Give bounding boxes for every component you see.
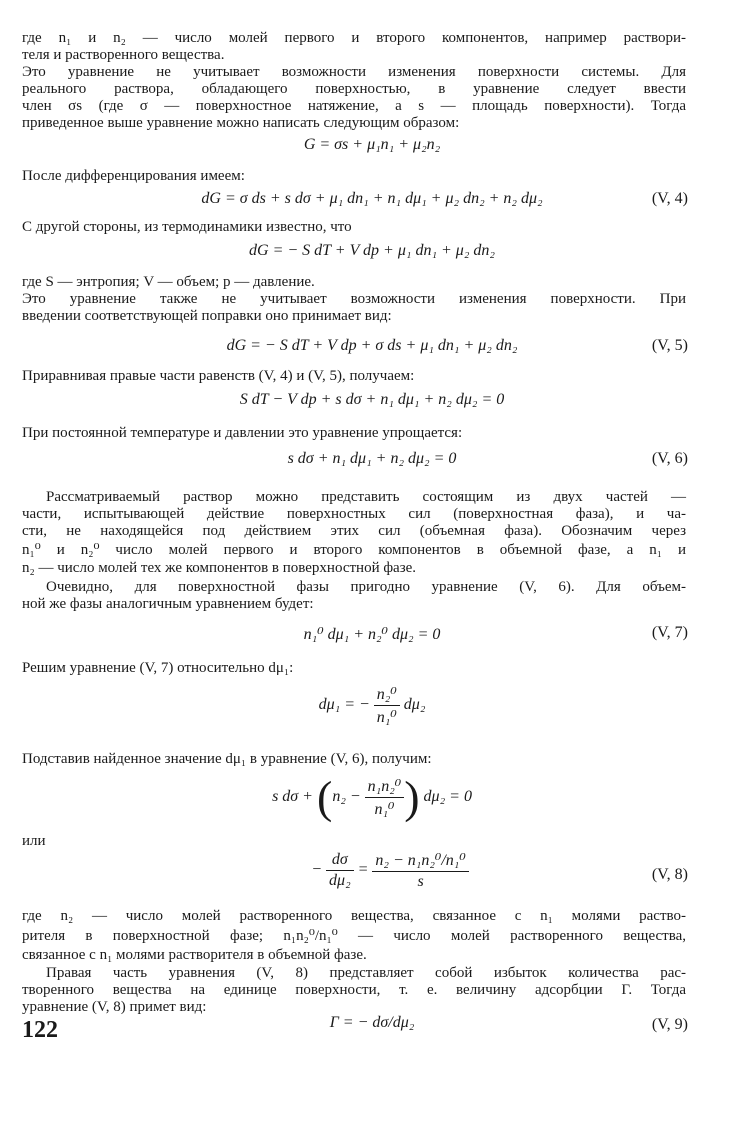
- text-line: связанное с n₁ молями растворителя в объемной фазе.: [22, 947, 367, 963]
- text-line: Очевидно, для поверхностной фазы пригодно уравнение (V, 6). Для объем-: [46, 579, 686, 595]
- equation: G = σs + μ₁n₁ + μ₂n₂: [303, 136, 441, 153]
- equation-part: =: [357, 861, 369, 879]
- fraction: [372, 850, 468, 891]
- equation: S dT − V dp + s dσ + n₁ dμ₁ + n₂ dμ₂ = 0: [239, 391, 505, 408]
- equation-v8: [160, 850, 620, 891]
- text-line: С другой стороны, из термодинамики известно, что: [22, 219, 352, 235]
- text-line: n₂ — число молей тех же компонентов в поверхностной фазе.: [22, 560, 417, 576]
- text-line: или: [22, 833, 46, 849]
- equation-v9: Г = − dσ/dμ₂: [329, 1014, 415, 1031]
- text-line: введении соответствующей поправки оно принимает вид:: [22, 308, 392, 324]
- text-line: уравнение (V, 8) примет вид:: [22, 999, 207, 1015]
- equation-part: −: [311, 861, 323, 879]
- text-line: реального раствора, обладающего поверхностью, в уравнение следует ввести: [22, 81, 686, 97]
- text-line: где n₂ — число молей растворенного вещества, связанное с n₁ молями раство-: [22, 908, 686, 924]
- text-line: теля и растворенного вещества.: [22, 47, 225, 63]
- text-line: где n₁ и n₂ — число молей первого и второго компонентов, например раствори-: [22, 30, 686, 46]
- numerator: n₂⁰: [376, 686, 397, 703]
- equation-v4: dG = σ ds + s dσ + μ₁ dn₁ + n₁ dμ₁ + μ₂ dn₂ + n₂ dμ₂: [201, 190, 543, 207]
- equation-number: (V, 5): [651, 337, 688, 354]
- equation-v7: n₁⁰ dμ₁ + n₂⁰ dμ₂ = 0: [303, 626, 441, 643]
- fraction: [326, 851, 354, 890]
- equation-part: n₂ −: [332, 788, 361, 806]
- equation-number: (V, 6): [651, 450, 688, 467]
- text-line: где S — энтропия; V — объем; p — давление.: [22, 274, 315, 290]
- fraction: [365, 776, 405, 819]
- text-line: Рассматриваемый раствор можно представить состоящим из двух частей —: [46, 489, 686, 505]
- text-line: сти, не находящейся под действием этих сил (объемная фаза). Обозначим через: [22, 523, 686, 539]
- text-line: творенного вещества на единице поверхности, т. е. величину адсорбции Г. Тогда: [22, 982, 686, 998]
- text-line: член σs (где σ — поверхностное натяжение, а s — площадь поверхности). Тогда: [22, 98, 686, 114]
- text-line: части, испытывающей действие поверхностных сил (поверхностная фаза), и ча-: [22, 506, 686, 522]
- right-paren: ): [404, 771, 420, 823]
- denominator: n₁⁰: [365, 797, 405, 819]
- equation-part: dμ₁ = −: [318, 696, 370, 714]
- text-line: рителя в поверхностной фазе; n₁n₂⁰/n₁⁰ — число молей растворенного вещества,: [22, 928, 686, 944]
- text-line: приведенное выше уравнение можно написать следующим образом:: [22, 115, 460, 131]
- text-line: Подставив найденное значение dμ₁ в уравнение (V, 6), получим:: [22, 751, 432, 767]
- text-line: Решим уравнение (V, 7) относительно dμ₁:: [22, 660, 294, 676]
- numerator: n₂ − n₁n₂⁰/n₁⁰: [375, 852, 466, 869]
- denominator: s: [372, 871, 468, 891]
- equation-number: (V, 7): [651, 624, 688, 641]
- text-line: Приравнивая правые части равенств (V, 4) и (V, 5), получаем:: [22, 368, 415, 384]
- text-line: ной же фазы аналогичным уравнением будет:: [22, 596, 314, 612]
- page-number: 122: [22, 1017, 58, 1043]
- equation-part: dμ₂: [403, 696, 426, 714]
- equation: dG = − S dT + V dp + μ₁ dn₁ + μ₂ dn₂: [249, 242, 495, 259]
- denominator: dμ₂: [326, 870, 354, 890]
- equation-number: (V, 4): [651, 190, 688, 207]
- numerator: dσ: [331, 851, 348, 868]
- text-line: При постоянной температуре и давлении это уравнение упрощается:: [22, 425, 463, 441]
- equation-part: dμ₂ = 0: [423, 788, 472, 806]
- text-line: Правая часть уравнения (V, 8) представляет собой избыток количества рас-: [46, 965, 686, 981]
- text-line: Это уравнение не учитывает возможности изменения поверхности системы. Для: [22, 64, 686, 80]
- fraction: [374, 684, 400, 727]
- denominator: n₁⁰: [374, 705, 400, 727]
- equation-number: (V, 8): [651, 866, 688, 883]
- numerator: n₁n₂⁰: [367, 778, 402, 795]
- equation-number: (V, 9): [651, 1016, 688, 1033]
- text-line: Это уравнение также не учитывает возможности изменения поверхности. При: [22, 291, 686, 307]
- text-line: После дифференцирования имеем:: [22, 168, 245, 184]
- equation-part: s dσ +: [272, 788, 313, 806]
- equation-v5: dG = − S dT + V dp + σ ds + μ₁ dn₁ + μ₂ dn₂: [226, 337, 518, 354]
- equation-fraction: [0, 684, 744, 727]
- text-line: n₁⁰ и n₂⁰ число молей первого и второго компонентов в объемной фазе, а n₁ и: [22, 542, 686, 558]
- equation-parenthesized: [0, 771, 744, 823]
- equation-v6: s dσ + n₁ dμ₁ + n₂ dμ₂ = 0: [287, 450, 457, 467]
- left-paren: (: [316, 771, 333, 823]
